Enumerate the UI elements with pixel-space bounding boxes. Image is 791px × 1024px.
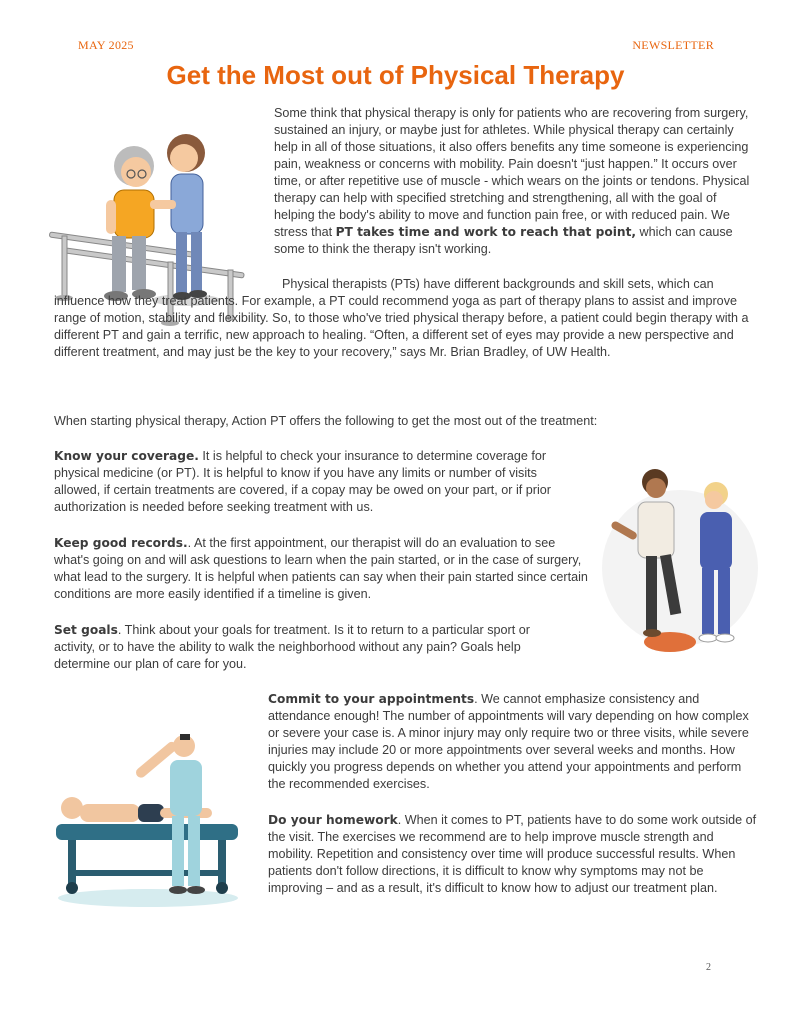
page-title: Get the Most out of Physical Therapy xyxy=(166,60,625,90)
newsletter-label: NEWSLETTER xyxy=(632,38,714,52)
intro-paragraph-1: Some think that physical therapy is only for patients who are recovering from surgery, sustained an injury, or maybe just for athletes. While physical therapy can certainly help in all of those situations, it also offers benefits any time someone is experiencing pain, weakness or concerns with mobility. Pain doesn't “just happen.” It occurs over time, or after repetitive use of muscle - which wears on the joints or tendons. Physical therapy can help with specified stretching and strengthening, all with the goal of helping the body's ability to move and function pain free, or with reduced pain. We stress that PT takes time and work to reach that point, which can cause some to think the therapy isn't working. xyxy=(274,106,750,256)
tip-coverage: Know your coverage. It is helpful to check your insurance to determine coverage for physical medicine (or PT). It is helpful to know if you have any limits or number of visits allowed, if certain treatments are covered, if a copay may be owed on your part, or if prior authorization is needed before seeking treatment with us. xyxy=(54,449,551,514)
tip-homework: Do your homework. When it comes to PT, patients have to do some work outside of the visit. The exercises we recommend are to help improve muscle strength and mobility. Repetition and consistency over time will produce successful results. When patients don't follow directions, it is difficult to know why symptoms may not be improving – and as a result, it's difficult to know how to adjust our treatment plan. xyxy=(268,813,757,895)
intro-paragraph-3: When starting physical therapy, Action PT offers the following to get the most out of the treatment: xyxy=(54,414,598,428)
intro-paragraph-2: Physical therapists (PTs) have different backgrounds and skill sets, which can influence how they treat patients. For example, a PT could recommend yoga as part of therapy plans to assist and improve range of motion, stability and flexibility. So, to those who've tried physical therapy before, a patient could begin therapy with a different PT and gain a terrific, new approach to healing. “Often, a different set of eyes may provide a new perspective and different treatment, and may just be the key to your recovery,” says Mr. Brian Bradley, of UW Health. xyxy=(54,277,749,359)
therapist-assisting-balance-illustration xyxy=(600,458,760,658)
page-number: 2 xyxy=(706,962,711,973)
tip-records: Keep good records.. At the first appointment, our therapist will do an evaluation to see what's going on and will ask questions to learn when the pain started, or in the case of surgery, what lead to the surgery. It is helpful when patients can say when their pain started since certain conditions are more easily identified if a timeline is given. xyxy=(54,536,588,601)
tip-goals: Set goals. Think about your goals for treatment. Is it to return to a particular sport or activity, or to have the ability to walk the neighborhood without any pain? Goals help determine our plan of care for you. xyxy=(54,623,530,671)
therapist-leg-stretch-table-illustration xyxy=(48,732,248,912)
issue-date: MAY 2025 xyxy=(78,38,134,52)
tip-appointments: Commit to your appointments. We cannot emphasize consistency and attendance enough! The number of appointments will vary depending on how complex or severe your case is. A minor injury may only require two or three visits, while severe injuries may include 20 or more appointments over several weeks and months. How quickly you progress depends on whether you attend your appointments and perform the recommended exercises. xyxy=(268,692,749,791)
